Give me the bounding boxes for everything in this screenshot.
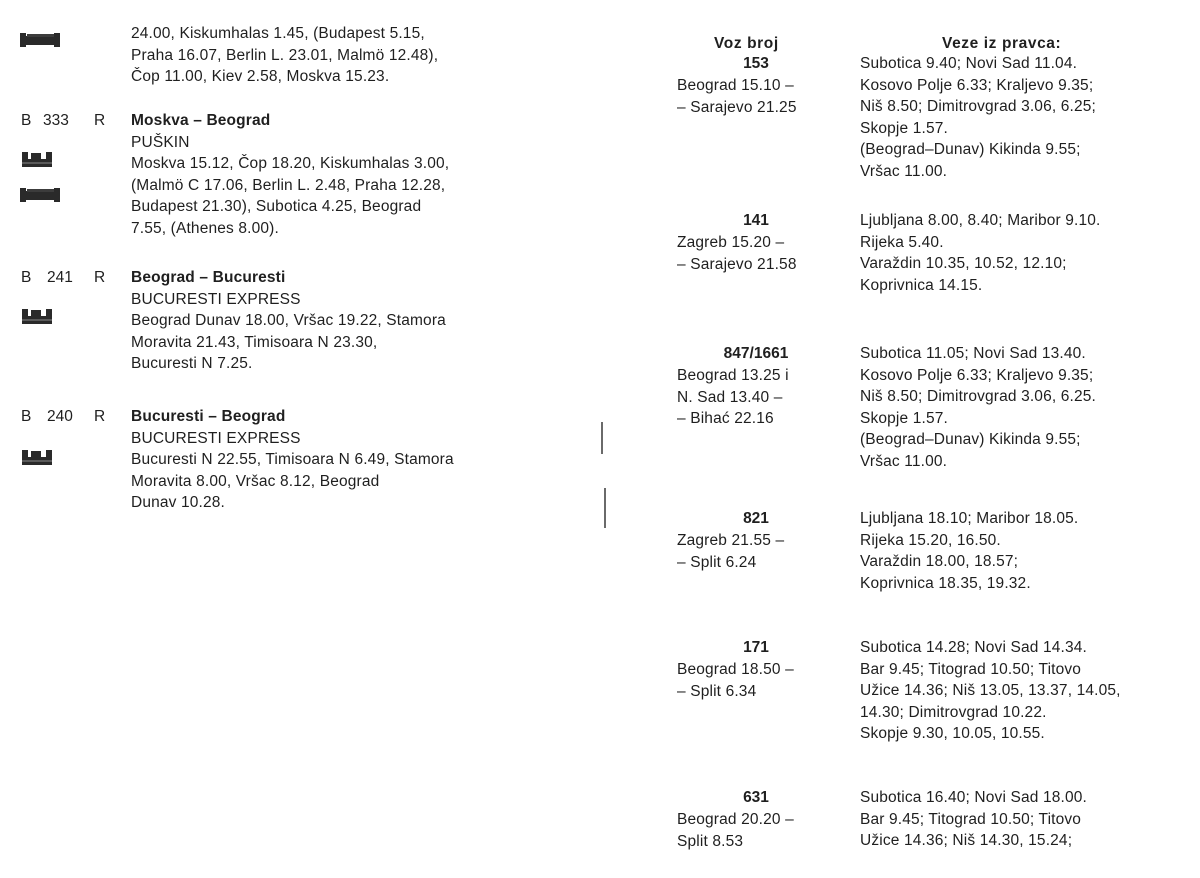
route-line: Zagreb 21.55 –: [677, 532, 785, 549]
connection-line: Subotica 14.28; Novi Sad 14.34.: [860, 639, 1087, 656]
connections: [860, 787, 1087, 852]
train-route: [677, 659, 794, 702]
entry-text: [131, 110, 449, 239]
stop-line: Praha 16.07, Berlin L. 23.01, Malmö 12.48),: [131, 46, 439, 64]
connection-line: Ljubljana 18.10; Maribor 18.05.: [860, 510, 1079, 527]
entry-text: [131, 406, 454, 514]
train-number: 141: [743, 212, 769, 229]
route-line: – Split 6.34: [677, 682, 757, 700]
stop-line: Budapest 21.30), Subotica 4.25, Beograd: [131, 198, 422, 215]
stop-line: 7.55, (Athenes 8.00).: [131, 219, 279, 237]
stop-list: [131, 23, 438, 88]
couchette-car-icon: [19, 307, 61, 327]
fold-mark: [601, 422, 603, 454]
train-number: 240: [47, 408, 73, 425]
train-number: 631: [743, 789, 769, 806]
connection-line: Koprivnica 14.15.: [860, 276, 983, 294]
connections: [860, 53, 1096, 182]
connection-line: Kosovo Polje 6.33; Kraljevo 9.35;: [860, 76, 1094, 94]
train-number: 821: [743, 510, 769, 527]
train-route: [677, 365, 789, 430]
stop-line: Beograd Dunav 18.00, Vršac 19.22, Stamora: [131, 312, 446, 329]
route-line: Beograd 18.50 –: [677, 661, 794, 678]
train-number: 333: [43, 112, 69, 129]
stop-line: Moskva 15.12, Čop 18.20, Kiskumhalas 3.00,: [131, 155, 450, 172]
train-route: [677, 809, 794, 852]
route-line: – Split 6.24: [677, 553, 757, 571]
train-name: BUCURESTI EXPRESS: [131, 290, 301, 308]
connection-line: Užice 14.36; Niš 14.30, 15.24;: [860, 832, 1073, 849]
reservation-mark: R: [94, 112, 106, 129]
connection-line: Subotica 11.05; Novi Sad 13.40.: [860, 345, 1086, 362]
stop-line: Dunav 10.28.: [131, 494, 226, 511]
connection-line: 14.30; Dimitrovgrad 10.22.: [860, 703, 1047, 721]
connection-line: Vršac 11.00.: [860, 452, 948, 470]
train-category: B: [21, 408, 32, 425]
connections: [860, 210, 1101, 296]
connection-line: Užice 14.36; Niš 13.05, 13.37, 14.05,: [860, 682, 1121, 699]
connection-line: (Beograd–Dunav) Kikinda 9.55;: [860, 141, 1081, 158]
connection-line: (Beograd–Dunav) Kikinda 9.55;: [860, 431, 1081, 448]
stop-line: 24.00, Kiskumhalas 1.45, (Budapest 5.15,: [131, 25, 425, 42]
connection-line: Skopje 1.57.: [860, 409, 948, 427]
connection-line: Varaždin 10.35, 10.52, 12.10;: [860, 255, 1067, 272]
train-route: [677, 232, 797, 275]
stop-line: Čop 11.00, Kiev 2.58, Moskva 15.23.: [131, 68, 390, 85]
train-number: 241: [47, 269, 73, 286]
connection-line: Kosovo Polje 6.33; Kraljevo 9.35;: [860, 366, 1094, 384]
connection-line: Vršac 11.00.: [860, 162, 948, 180]
route-line: Beograd 20.20 –: [677, 811, 794, 828]
connection-line: Niš 8.50; Dimitrovgrad 3.06, 6.25;: [860, 98, 1096, 115]
connections: [860, 637, 1121, 745]
train-route: [677, 75, 797, 118]
connection-line: Bar 9.45; Titograd 10.50; Titovo: [860, 810, 1082, 828]
header-train-number: Voz broj: [714, 35, 779, 52]
header-connections: Veze iz pravca:: [942, 35, 1062, 52]
stop-line: Moravita 8.00, Vršac 8.12, Beograd: [131, 472, 380, 490]
connection-line: Rijeka 5.40.: [860, 233, 944, 251]
couchette-car-icon: [19, 448, 61, 468]
route-line: Beograd 13.25 i: [677, 367, 789, 384]
connection-line: Skopje 1.57.: [860, 119, 948, 137]
train-number: 153: [743, 55, 769, 72]
route-line: Split 8.53: [677, 832, 744, 850]
connection-line: Niš 8.50; Dimitrovgrad 3.06, 6.25.: [860, 388, 1096, 405]
stop-line: Bucuresti N 22.55, Timisoara N 6.49, Stamora: [131, 451, 454, 468]
connection-line: Subotica 16.40; Novi Sad 18.00.: [860, 789, 1087, 806]
connection-line: Rijeka 15.20, 16.50.: [860, 531, 1001, 549]
route-line: – Bihać 22.16: [677, 410, 774, 427]
stop-line: Bucuresti N 7.25.: [131, 355, 253, 372]
route-title: Moskva – Beograd: [131, 112, 271, 129]
stop-line: (Malmö C 17.06, Berlin L. 2.48, Praha 12.28,: [131, 176, 446, 194]
reservation-mark: R: [94, 408, 106, 425]
train-category: B: [21, 112, 32, 129]
train-name: PUŠKIN: [131, 133, 190, 151]
route-line: – Sarajevo 21.58: [677, 255, 797, 273]
stop-line: Moravita 21.43, Timisoara N 23.30,: [131, 333, 378, 351]
route-title: Bucuresti – Beograd: [131, 408, 286, 425]
route-line: Zagreb 15.20 –: [677, 234, 785, 251]
entry-text: [131, 267, 446, 375]
route-title: Beograd – Bucuresti: [131, 269, 286, 286]
connection-line: Koprivnica 18.35, 19.32.: [860, 574, 1031, 592]
train-number: 847/1661: [723, 345, 789, 362]
train-number: 171: [743, 639, 769, 656]
train-name: BUCURESTI EXPRESS: [131, 429, 301, 447]
connections: [860, 508, 1078, 594]
train-route: [677, 530, 784, 573]
connection-line: Skopje 9.30, 10.05, 10.55.: [860, 725, 1045, 742]
route-line: N. Sad 13.40 –: [677, 388, 783, 406]
sleeping-car-icon: [19, 30, 61, 50]
connection-line: Bar 9.45; Titograd 10.50; Titovo: [860, 660, 1082, 678]
connection-line: Ljubljana 8.00, 8.40; Maribor 9.10.: [860, 212, 1101, 229]
fold-mark: [604, 488, 606, 528]
connection-line: Subotica 9.40; Novi Sad 11.04.: [860, 55, 1078, 72]
couchette-car-icon: [19, 150, 61, 170]
train-category: B: [21, 269, 32, 286]
connections: [860, 343, 1096, 472]
connection-line: Varaždin 18.00, 18.57;: [860, 553, 1019, 570]
route-line: – Sarajevo 21.25: [677, 98, 797, 116]
sleeping-car-icon: [19, 185, 61, 205]
route-line: Beograd 15.10 –: [677, 77, 794, 94]
reservation-mark: R: [94, 269, 106, 286]
